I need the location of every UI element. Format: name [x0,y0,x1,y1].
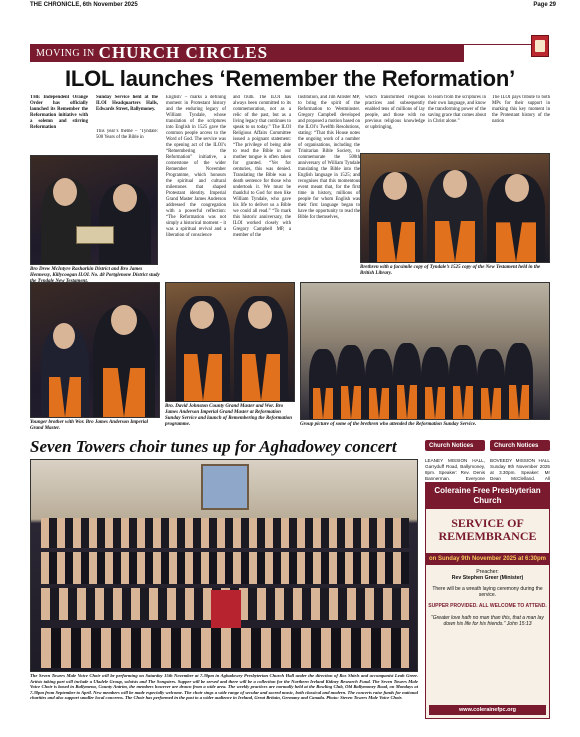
photo-choir [30,459,418,672]
article-col-1: THE Independent Orange Order has officially launched its Remember the Reformation initiative with a solemn and stirring Reformation [30,95,88,130]
ad-preacher-label: Preacher: [476,569,499,575]
newspaper-date: THE CHRONICLE, 6th November 2025 [30,2,138,8]
banner-title: CHURCH CIRCLES [98,43,269,62]
headline: ILOL launches ‘Remember the Reformation’ [64,66,516,91]
church-notices-label-right: Church Notices [490,440,550,451]
article-col-8: The ILOI pays tribute to both MPs for their support in marking this key moment in the Protestant history of the nation [492,95,550,124]
article-col-7: to learn from the scriptures in their own language, and know the transforming power of the saving grace that comes about in Christ alone.” [428,95,486,124]
article-col-5: Institution, and Jim Allister MP, to bring the spirit of the Reformation to Westminster. Gregory Campbell developed and proposed a motion based on the ILOI’s Twelfth Resolutions, stating: “That this House notes the ongoing work of a number of organisations, including the Trinitarian Bible Society, to commemorate the 500th anniversary of William Tyndale translating the Bible into the English language in 1525; and recognises that this momentous event meant that, for the first time in history, millions of people for whom English was their first language began to have the opportunity to read the Bible for themselves, [298,95,360,220]
ad-supper-note: SUPPER PROVIDED. ALL WELCOME TO ATTEND. [428,603,547,609]
church-logo-icon [531,35,549,57]
photo-younger-brother [30,282,160,418]
caption-photo-4: Bro. David Johnston County Grand Master and Wor. Bro James Anderson Imperial Grand Master at Reformation Sunday Service and launch of Remembering the Reformation programme. [165,404,293,427]
article-col-4: and truth. The ILOI has always been committed to its commemoration, not as a relic of the past, but as a living legacy that continues to speak to us today.” The ILOI Religious Affairs Committee issued a poignant statement: “The privilege of being able to read the Bible in our mother tongue is often taken for granted. “Yet for centuries, this was denied. Translating the Bible was a death sentence for those who undertook it. We must be thankful to God for men like William Tyndale, who gave his life to deliver us a Bible we could all read.” “To mark this historic anniversary, the ILOI worked closely with Gregory Campbell MP, a member of the [233,95,291,238]
notice-leaney: LEANEY MISSION HALL, Garryduff Road, Ballymoney, 8pm. Speaker: Rev. Denis Bannerman. Everyone [425,458,485,481]
choir-headline: Seven Towers choir tunes up for Aghadowey concert [30,437,397,456]
church-notices-label-left: Church Notices [425,440,485,451]
ad-quote: “Greater love hath no man than this, that a man lay down his life for his friends.” John 15:13 [431,615,544,627]
article-col-6: which transformed religious practices and subsequently enabled tens of millions of lay people, and those with no previous religious knowledge or upbringing, [365,95,425,130]
ad-church-name: Coleraine Free Presbyterian Church [426,483,549,509]
page-header [0,0,580,10]
photo-brethren-facsimile [360,153,550,263]
caption-photo-5: Group picture of some of the brethren who attended the Reformation Sunday Service. [300,422,477,427]
caption-photo-3: Younger brother with Wor. Bro James Anderson Imperial Grand Master. [30,420,148,431]
photo-two-brethren [30,155,158,265]
photo-group-brethren [300,282,550,420]
caption-photo-2: Brethren with a facsimile copy of Tyndale’s 1525 copy of the New Testament held in the British Library. [360,265,541,276]
ad-preacher [426,569,549,581]
ad-preacher-name: Rev Stephen Greer (Minister) [451,575,524,581]
ad-service-time: on Sunday 9th November 2025 at 6:30pm [426,553,549,565]
article-col-2a: Sunday Service held at the ILOI Headquarters Halls, Edwards Street, Ballymoney. [96,95,158,112]
caption-photo-1: Bro Drew McIntyre Rasharkin District and Bro James Hennessy, Killycoogan ILOL No. 48 Portglenone District study [30,267,160,278]
article-col-2b: This year’s theme – ‘Tyndale: 500 Years of the Bible in [96,129,158,140]
ad-service-title: SERVICE OF REMEMBRANCE [438,516,537,543]
photo-county-grand-master [165,282,295,402]
page-number: Page 29 [533,2,556,8]
banner-prefix: MOVING IN [36,47,95,59]
ad-wreath-note: There will be a wreath laying ceremony during the service. [432,586,543,598]
remembrance-advert [425,482,550,719]
article-col-3: English’ – marks a defining moment in Protestant history and the enduring legacy of William Tyndale, whose translation of the scriptures into English in 1525 gave the common people access to the Word of God. The service was the opening act of the ILOI’s “Remembering the Reformation” initiative, a cornerstone of the wider Remember November Programme, which honours the spiritual and cultural milestones that shaped Protestant identity. Imperial Grand Master James Anderson addressed the congregation with a powerful reflection: “The Reformation was not simply a historical moment – it was a spiritual revival and a liberation of conscience [166,95,226,238]
choir-caption: The Seven Towers Male Voice Choir will be performing on Saturday 15th November at 7.30pm in Aghadowey Presbyterian Church Hall under the direction of Ros Shiels and accompanist Leah Greer. Artists taking part will include a Ukulele Group, soloists and The Songsters. Supper will be served and there will be a collection for the Northern Ireland Kidney Research Fund. The Seven Towers Male Voice Choir is based in Ballymena, County Antrim, the members however are drawn from a wide area. The weekly practices are normally held at the Bowling Club, Old Ballymoney Road, on Mondays at 7.30pm from September to April. New members will be made especially welcome. The choir sings a wide range of secular and sacred music, both classical and modern. The concerts raise funds for national charities and also support smaller local concerns. The Choir has performed in the past to a wider audience in Ireland, Great Britain, Germany and Canada. Photo: Steven Towers Male Voice Choir. [30,673,418,701]
ad-website-link[interactable]: www.colerainefpc.org [429,705,546,715]
section-banner [30,44,464,62]
notice-boveedy: BOVEEDY MISSION HALL Sunday 9th November 2025 at 3.30pm. Speaker: Mr Dean McClelland. All [490,458,550,481]
banner-rule [464,44,531,45]
